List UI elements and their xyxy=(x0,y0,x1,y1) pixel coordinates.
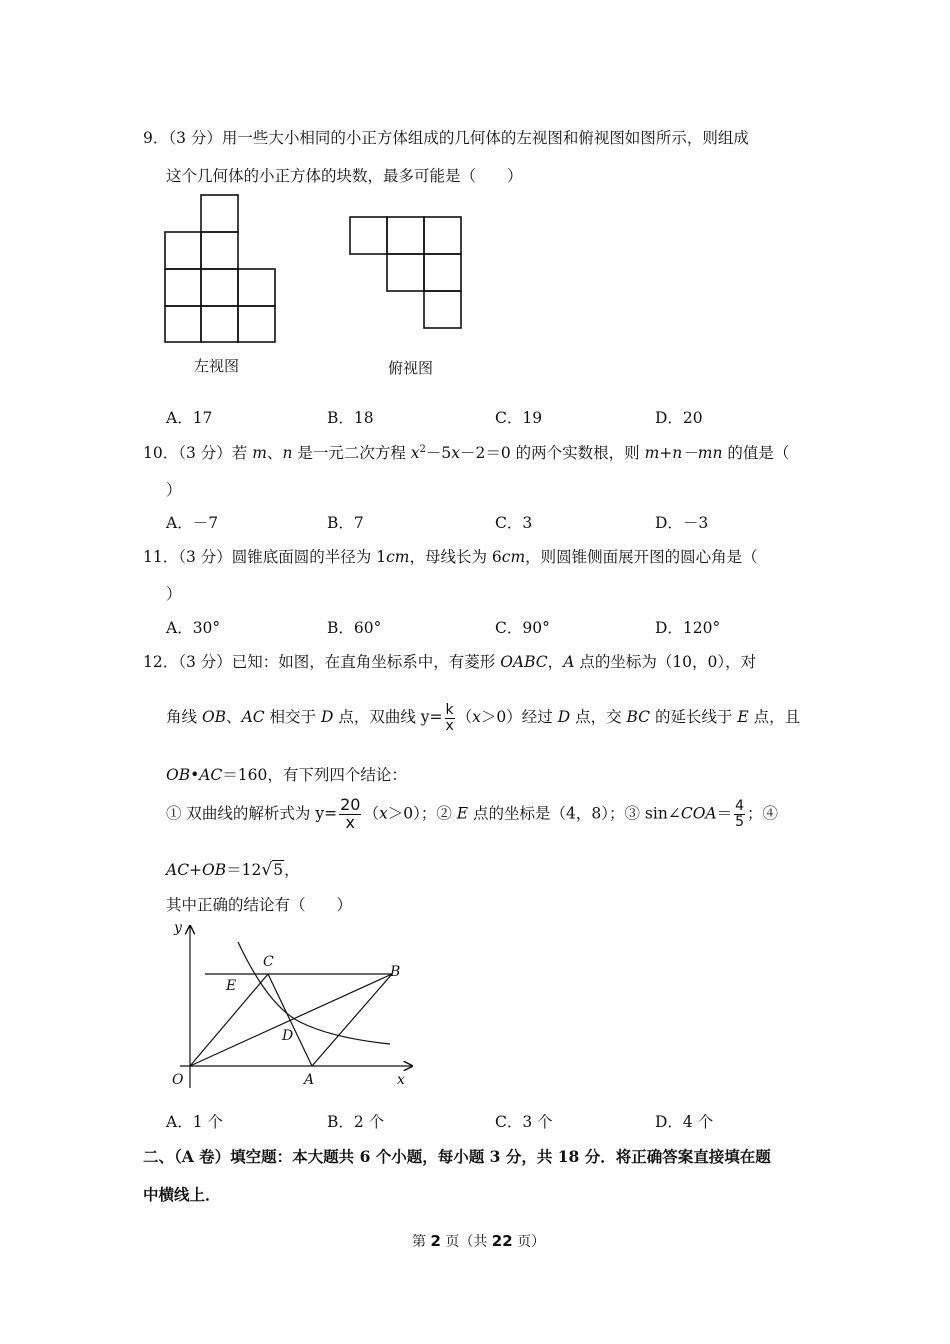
q12-line1: 12．（3 分）已知：如图，在直角坐标系中，有菱形 OABC，A 点的坐标为（10，0），对 xyxy=(143,653,757,671)
q12-option-c: C．3 个 xyxy=(495,1113,553,1131)
q11-option-d: D．120° xyxy=(655,619,721,637)
q11-option-a: A．30° xyxy=(166,619,221,637)
label-a: A xyxy=(304,1072,315,1088)
label-c: C xyxy=(263,954,274,970)
q10-line2: ） xyxy=(166,481,182,499)
q11-option-b: B．60° xyxy=(327,619,382,637)
q12-option-b: B．2 个 xyxy=(327,1113,385,1131)
label-b: B xyxy=(390,964,401,980)
q9-line1: 9．（3 分）用一些大小相同的小正方体组成的几何体的左视图和俯视图如图所示，则组成 xyxy=(143,129,749,147)
label-y: y xyxy=(174,920,182,936)
q12-line4: ① 双曲线的解析式为 y= $\frac{20}{x}$ （x＞0）；② E 点的坐标是（4，8）；③ sin∠COA＝ $\frac{4}{5}$ ；④ xyxy=(166,795,779,832)
sqrt-symbol: √ xyxy=(261,860,273,880)
q12-option-d: D．4 个 xyxy=(655,1113,714,1131)
diagonal-ob xyxy=(190,974,392,1066)
q10-option-a: A．－7 xyxy=(166,514,219,532)
label-e: E xyxy=(226,978,237,994)
fraction-k-over-x: $\frac{k}{x}$ xyxy=(445,702,454,734)
q10-option-d: D．－3 xyxy=(655,514,709,532)
q10-option-b: B．7 xyxy=(327,514,364,532)
section2-heading-line1: 二、（A 卷）填空题：本大题共 6 个小题，每小题 3 分，共 18 分．将正确答案直接填在题 xyxy=(143,1147,771,1166)
q12-line3: OB•AC＝160，有下列四个结论： xyxy=(166,766,407,784)
q12-option-a: A．1 个 xyxy=(166,1113,223,1131)
q12-line6: 其中正确的结论有（ ） xyxy=(166,896,353,914)
label-d: D xyxy=(282,1028,294,1044)
side-ab xyxy=(312,974,392,1066)
q9-option-c: C．19 xyxy=(495,409,543,427)
q12-line5: AC+OB＝12√5， xyxy=(166,860,300,880)
q11-line1: 11．（3 分）圆锥底面圆的半径为 1cm，母线长为 6cm，则圆锥侧面展开图的圆心角是（ xyxy=(143,548,758,566)
fraction-4-over-5: $\frac{4}{5}$ xyxy=(735,798,745,830)
q9-line2: 这个几何体的小正方体的块数，最多可能是（ ） xyxy=(166,167,523,185)
left-view-figure xyxy=(160,190,290,350)
q11-line2: ） xyxy=(166,585,182,603)
section2-heading-line2: 中横线上． xyxy=(143,1185,221,1204)
rhombus-figure xyxy=(160,918,420,1098)
label-o: O xyxy=(172,1072,184,1088)
q9-option-d: D．20 xyxy=(655,409,703,427)
fraction-20-over-x: $\frac{20}{x}$ xyxy=(340,795,361,832)
top-view-figure xyxy=(345,212,470,334)
left-view-label: 左视图 xyxy=(194,357,240,375)
q9-option-a: A．17 xyxy=(166,409,213,427)
q9-option-b: B．18 xyxy=(327,409,374,427)
q11-option-c: C．90° xyxy=(495,619,550,637)
hyperbola-curve xyxy=(238,942,390,1044)
label-x: x xyxy=(397,1072,405,1088)
top-view-label: 俯视图 xyxy=(388,359,434,377)
q10-option-c: C．3 xyxy=(495,514,533,532)
q10-line1: 10．（3 分）若 m、n 是一元二次方程 $x^2-5x-2=0$ 的两个实数根，则 m+n－mn 的值是（ xyxy=(143,443,790,462)
q12-line2: 角线 OB、AC 相交于 D 点，双曲线 y= $\frac{k}{x}$ （x＞0）经过 D 点，交 BC 的延长线于 E 点，且 xyxy=(166,702,801,734)
page-footer: 第 2 页（共 22 页） xyxy=(412,1232,546,1250)
